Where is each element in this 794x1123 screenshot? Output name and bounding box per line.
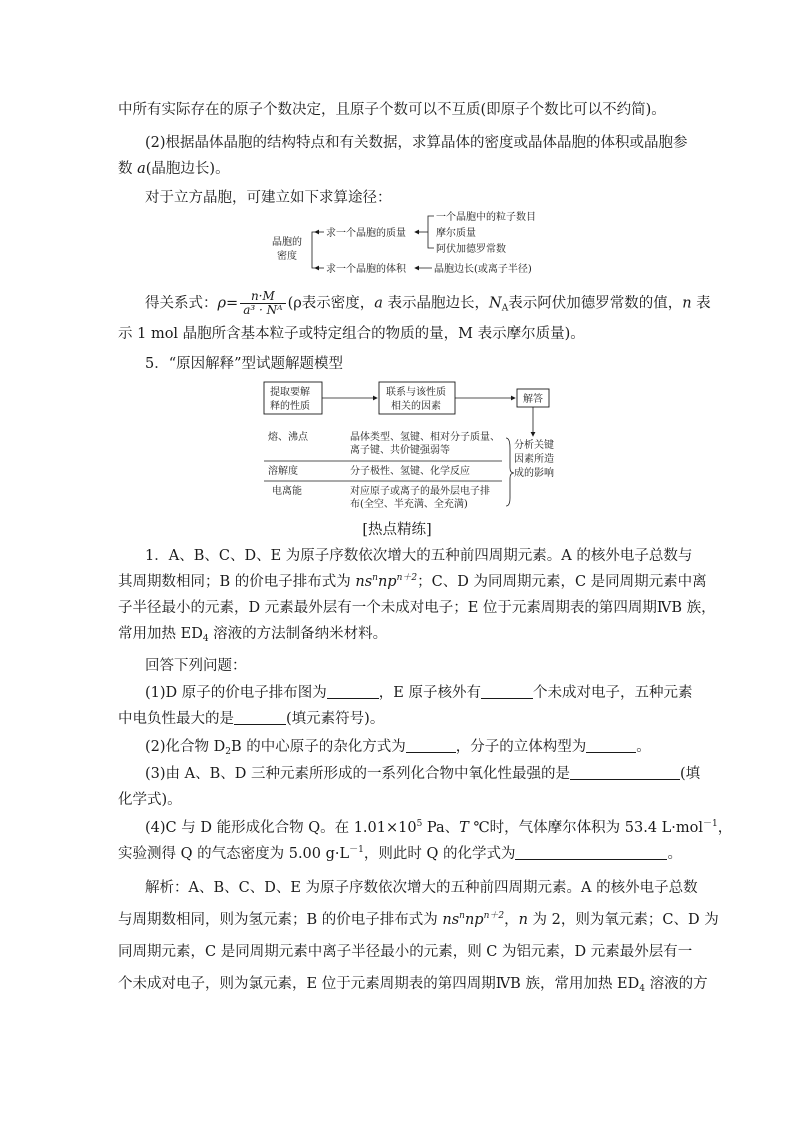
- intro-line-1: 中所有实际存在的原子个数决定，且原子个数可以不互质(即原子个数比可以不约简)。: [118, 102, 666, 118]
- branch-volume: 求一个晶胞的体积: [326, 264, 406, 275]
- svg-text:对应原子或离子的最外层电子排: 对应原子或离子的最外层电子排: [350, 486, 490, 497]
- svg-text:分析关键: 分析关键: [514, 440, 554, 451]
- svg-text:提取要解: 提取要解: [270, 387, 310, 398]
- svg-text:布(全空、半充满、全充满): 布(全空、半充满、全充满): [350, 499, 468, 510]
- density-derivation-diagram: [268, 208, 558, 280]
- svg-text:释的性质: 释的性质: [270, 401, 310, 412]
- q1-line-2: 其周期数相同；B 的价电子排布式为 $ns^nnp^{n+2}$；C、D 为同周期元素，C 是同周期元素中离: [118, 573, 707, 590]
- cubic-cell-line: 对于立方晶胞，可建立如下求算途径：: [145, 190, 392, 206]
- blank-q-formula[interactable]: [515, 845, 667, 860]
- cause-explanation-model-diagram: [262, 378, 562, 510]
- row-ionization-prop: 电离能: [272, 486, 302, 497]
- analysis-line-2: 与周期数相同，则为氢元素；B 的价电子排布式为 $ns^nnp^{n+2}$，n 为 2，则为氧元素；C、D 为: [118, 911, 719, 928]
- blank-max-electronegativity[interactable]: [234, 710, 286, 725]
- q1-part-1-line-2: 中电负性最大的是 (填元素符号)。: [118, 711, 385, 727]
- blank-hybridization[interactable]: [406, 738, 456, 753]
- mass-item-3: 阿伏加德罗常数: [436, 244, 506, 255]
- blank-molecular-geometry[interactable]: [586, 738, 636, 753]
- q1-part-1-line-1: (1)D 原子的价电子排布图为 ，E 原子核外有 个未成对电子，五种元素: [145, 685, 693, 701]
- q1-line-4: 常用加热 $ED_4$ 溶液的方法制备纳米材料。: [118, 626, 388, 644]
- svg-text:因素所造: 因素所造: [514, 454, 554, 465]
- density-fraction: $\frac{n\cdot M}{\text{a³ · Nᴬ}}$: [240, 290, 285, 317]
- svg-text:晶体类型、氢键、相对分子质量、: 晶体类型、氢键、相对分子质量、: [350, 432, 500, 443]
- blank-d-orbital-diagram[interactable]: [327, 684, 379, 699]
- analysis-line-1: 解析：A、B、C、D、E 为原子序数依次增大的五种前四周期元素。A 的核外电子总数: [145, 880, 698, 896]
- section5-title: 5．“原因解释”型试题解题模型: [145, 356, 344, 372]
- q1-line-3: 子半径最小的元素，D 元素最外层有一个未成对电子；E 位于元素周期表的第四周期ⅣB 族，: [118, 600, 716, 616]
- q1-part-4-line-1: (4)C 与 D 能形成化合物 Q。在 $1.01\times 10^5$ Pa、T ℃时，气体摩尔体积为 53.4 L·mol$^{-1}$，: [145, 819, 733, 836]
- hot-practice-heading: [热点精练]: [362, 522, 432, 538]
- mass-item-2: 摩尔质量: [436, 228, 476, 239]
- answer-prompt: 回答下列问题：: [145, 658, 247, 674]
- q1-part-3-line-2: 化学式)。: [118, 792, 182, 808]
- row-melting-prop: 熔、沸点: [268, 432, 308, 443]
- branch-mass: 求一个晶胞的质量: [326, 228, 406, 239]
- blank-e-unpaired-electrons[interactable]: [481, 684, 533, 699]
- row-solubility-prop: 溶解度: [268, 466, 298, 477]
- blank-strongest-oxidizer[interactable]: [570, 765, 680, 780]
- q1-part-3-line-1: (3)由 A、B、D 三种元素所形成的一系列化合物中氧化性最强的是 (填: [145, 766, 701, 782]
- svg-text:相关的因素: 相关的因素: [391, 401, 441, 412]
- root-label-line2: 密度: [277, 251, 297, 262]
- svg-text:离子键、共价键强弱等: 离子键、共价键强弱等: [350, 445, 450, 456]
- q1-line-1: 1．A、B、C、D、E 为原子序数依次增大的五种前四周期元素。A 的核外电子总数与: [145, 548, 693, 564]
- svg-text:联系与该性质: 联系与该性质: [386, 387, 446, 398]
- analysis-line-4: 个未成对电子，则为氯元素，E 位于元素周期表的第四周期ⅣB 族，常用加热 $ED_4$ 溶液的方: [118, 976, 708, 994]
- q1-part-4-line-2: 实验测得 Q 的气态密度为 5.00 $g\cdot L^{-1}$，则此时 Q 的化学式为 。: [118, 845, 682, 862]
- item2-line-2: 数 a(晶胞边长)。: [118, 161, 230, 177]
- volume-item: 晶胞边长(或离子半径): [434, 264, 532, 275]
- q1-part-2: (2)化合物 $D_2B$ 的中心原子的杂化方式为 ，分子的立体构型为 。: [145, 739, 651, 757]
- formula-line-2: 示 1 mol 晶胞所含基本粒子或特定组合的物质的量，M 表示摩尔质量)。: [118, 326, 585, 342]
- svg-text:成的影响: 成的影响: [514, 468, 554, 479]
- formula-line-1: 得关系式：ρ= $\frac{n\cdot M}{\text{a³ · Nᴬ}}$ (ρ表示密度，a 表示晶胞边长，$N_A$表示阿伏加德罗常数的值，n 表: [145, 289, 711, 317]
- root-label-line1: 晶胞的: [272, 237, 302, 248]
- item2-line-1: (2)根据晶体晶胞的结构特点和有关数据，求算晶体的密度或晶体晶胞的体积或晶胞参: [145, 135, 688, 151]
- analysis-line-3: 同周期元素，C 是同周期元素中离子半径最小的元素，则 C 为铝元素，D 元素最外层有一: [118, 944, 693, 960]
- svg-text:解答: 解答: [523, 394, 543, 405]
- svg-text:分子极性、氢键、化学反应: 分子极性、氢键、化学反应: [350, 466, 470, 477]
- mass-item-1: 一个晶胞中的粒子数目: [436, 212, 536, 223]
